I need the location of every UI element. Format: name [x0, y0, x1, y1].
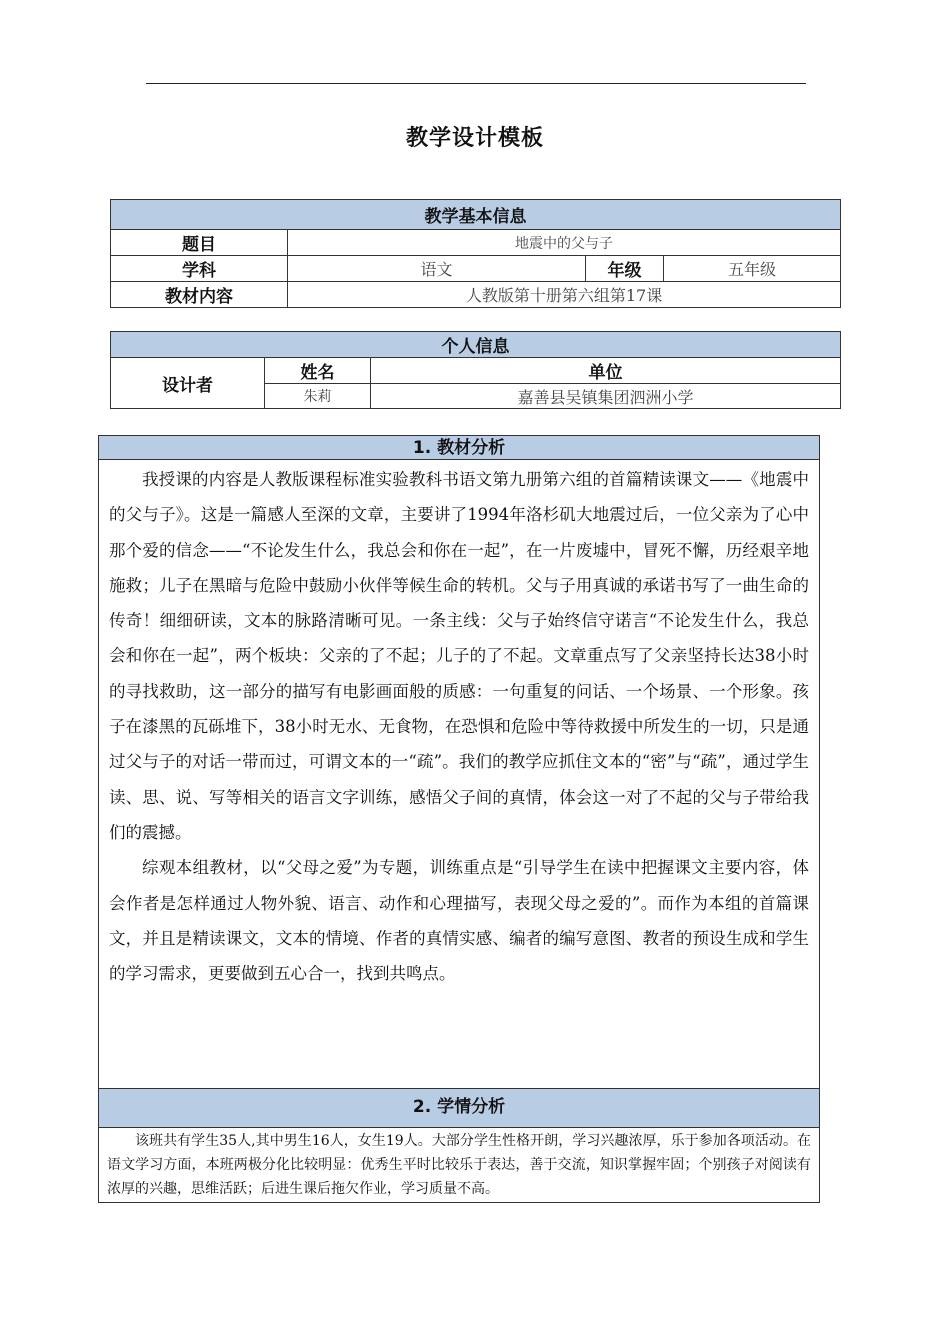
name-label: 姓名	[265, 358, 371, 384]
page-title: 教学设计模板	[405, 126, 544, 151]
textbook-analysis-paragraph: 综观本组教材，以“父母之爱”为专题，训练重点是“引导学生在读中把握课文主要内容，体会作者是怎样通过人物外貌、语言、动作和心理描写，表现父母之爱的”。而作为本组的首篇课文，并且是精读课文，文本的情境、作者的真情实感、编者的编写意图、教者的预设生成和学生的学习需求，更要做到五心合一，找到共鸣点。	[109, 858, 809, 984]
header-rule	[146, 83, 806, 84]
unit-label: 单位	[371, 358, 841, 384]
student-analysis-paragraph: 该班共有学生35人,其中男生16人，女生19人。大部分学生性格开朗，学习兴趣浓厚，乐于参加各项活动。在语文学习方面，本班两极分化比较明显：优秀生平时比较乐于表达，善于交流，知识掌握牢固；个别孩子对阅读有浓厚的兴趣，思维活跃；后进生课后拖欠作业，学习质量不高。	[107, 1133, 811, 1197]
unit-value: 嘉善县吴镇集团泗洲小学	[371, 384, 841, 409]
student-analysis-section	[98, 1088, 820, 1203]
designer-label: 设计者	[111, 358, 265, 409]
student-analysis-body	[99, 1128, 819, 1201]
textbook-analysis-body	[99, 460, 819, 991]
material-value: 人教版第十册第六组第17课	[288, 282, 841, 308]
subject-value: 语文	[288, 256, 586, 282]
subject-label: 学科	[111, 256, 288, 282]
personal-info-header: 个人信息	[111, 332, 841, 358]
grade-label: 年级	[586, 256, 664, 282]
material-label: 教材内容	[111, 282, 288, 308]
textbook-analysis-paragraph: 我授课的内容是人教版课程标准实验教科书语文第九册第六组的首篇精读课文——《地震中的父与子》。这是一篇感人至深的文章，主要讲了1994年洛杉矶大地震过后，一位父亲为了心中那个爱的信念——“不论发生什么，我总会和你在一起”，在一片废墟中，冒死不懈，历经艰辛地施救；儿子在黑暗与危险中鼓励小伙伴等候生命的转机。父与子用真诚的承诺书写了一曲生命的传奇！细细研读，文本的脉路清晰可见。一条主线：父与子始终信守诺言“不论发生什么，我总会和你在一起”，两个板块：父亲的了不起；儿子的了不起。文章重点写了父亲坚持长达38小时的寻找救助，这一部分的描写有电影画面般的质感：一句重复的问话、一个场景、一个形象。孩子在漆黑的瓦砾堆下，38小时无水、无食物，在恐惧和危险中等待救援中所发生的一切，只是通过父与子的对话一带而过，可谓文本的一“疏”。我们的教学应抓住文本的“密”与“疏”，通过学生读、思、说、写等相关的语言文字训练，感悟父子间的真情，体会这一对了不起的父与子带给我们的震撼。	[109, 470, 809, 842]
basic-info-header: 教学基本信息	[111, 200, 841, 230]
student-analysis-header: 2. 学情分析	[99, 1089, 819, 1128]
grade-value: 五年级	[664, 256, 841, 282]
topic-value: 地震中的父与子	[288, 230, 841, 256]
name-value: 朱莉	[265, 384, 371, 409]
textbook-analysis-section	[98, 435, 820, 1089]
personal-info-table	[110, 331, 841, 409]
topic-label: 题目	[111, 230, 288, 256]
textbook-analysis-header: 1. 教材分析	[99, 436, 819, 460]
basic-info-table	[110, 199, 841, 308]
